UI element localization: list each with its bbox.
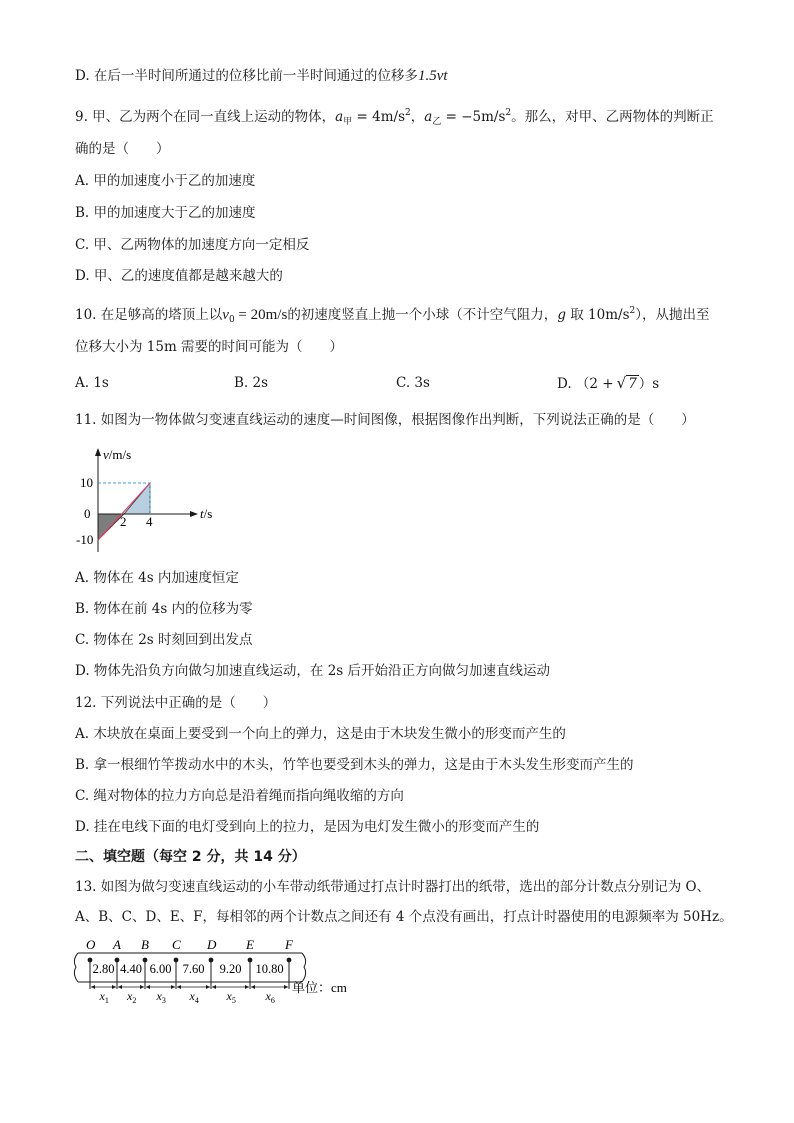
- q9-option-d: D. 甲、乙的速度值都是越来越大的: [75, 268, 283, 284]
- q12-option-d: D. 挂在电线下面的电灯受到向上的拉力，是因为电灯发生微小的形变而产生的: [75, 819, 540, 835]
- q9-exp-1: 2: [405, 108, 411, 118]
- q10-v0-symbol: v: [222, 307, 229, 323]
- tape-point-label-F: F: [285, 937, 293, 952]
- q11-stem: 11. 如图为一物体做匀变速直线运动的速度—时间图像，根据图像作出判断，下列说法正确的是（ ）: [75, 412, 695, 428]
- graph-y-label: v/m/s: [103, 447, 132, 462]
- tape-distance-6: 10.80: [255, 962, 284, 976]
- q10-v0-value: = 20m/s: [234, 307, 288, 323]
- q9-stem-line-2: 确的是（ ）: [75, 141, 170, 157]
- graph-x-arrow: [190, 511, 198, 517]
- q13-stem-line-1: 13. 如图为做匀变速直线运动的小车带动纸带通过打点计时器打出的纸带，选出的部分计数点分别记为 O、: [75, 879, 711, 895]
- tape-point-label-C: C: [172, 937, 181, 952]
- graph-x-tick-4: 4: [146, 514, 153, 529]
- q8-option-d-value: 1.5vt: [417, 68, 448, 84]
- tape-point-label-B: B: [141, 937, 149, 952]
- q12-option-a: A. 木块放在桌面上要受到一个向上的弹力，这是由于木块发生微小的形变而产生的: [75, 726, 566, 742]
- tape-distance-4: 7.60: [182, 962, 205, 976]
- tape-point-label-E: E: [246, 937, 254, 952]
- q9-stem-line-1: 9. 甲、乙为两个在同一直线上运动的物体，$a_甲 = 4m/s^2$，$a_乙 = -5m/s^2$。那么，对甲、乙两物体的判断正: [75, 108, 714, 127]
- q9-a-jia-symbol: a: [335, 109, 344, 125]
- q9-option-b: B. 甲的加速度大于乙的加速度: [75, 205, 256, 221]
- tape-right-brace: [302, 953, 306, 982]
- q11-option-c: C. 物体在 2s 时刻回到出发点: [75, 632, 253, 648]
- graph-y-tick-0: 0: [84, 506, 91, 521]
- tape-arrowhead-right-6: [284, 985, 288, 989]
- tape-arrowhead-left-6: [251, 985, 255, 989]
- q9-a-jia-sub: 甲: [343, 117, 353, 127]
- q9-option-a: A. 甲的加速度小于乙的加速度: [75, 173, 256, 189]
- q10-option-a: A. 1s: [75, 375, 109, 391]
- tape-interval-label-x6: $x_6$: [265, 989, 275, 1005]
- q10-g-symbol: g: [557, 307, 566, 323]
- tape-arrowhead-left-3: [146, 985, 150, 989]
- tape-arrowhead-left-2: [118, 985, 122, 989]
- tape-interval-label-x3: $x_3$: [156, 989, 166, 1005]
- tape-distance-5: 9.20: [219, 962, 242, 976]
- tape-interval-label-x2: $x_2$: [127, 989, 137, 1005]
- q10-v0-sub: 0: [228, 315, 235, 325]
- section-2-heading: 二、填空题（每空 2 分，共 14 分）: [75, 849, 306, 865]
- tape-arrowhead-left-4: [177, 985, 181, 989]
- tape-interval-label-x4: $x_4$: [189, 989, 199, 1005]
- tape-point-label-O: O: [86, 937, 96, 952]
- q13-stem-line-2: A、B、C、D、E、F，每相邻的两个计数点之间还有 4 个点没有画出，打点计时器使用的电源频率为 50Hz。: [75, 909, 733, 925]
- sqrt-symbol: √ 7: [616, 374, 637, 392]
- q11-option-b: B. 物体在前 4s 内的位移为零: [75, 601, 253, 617]
- q10-stem-start: 10. 在足够高的塔顶上以: [75, 307, 223, 323]
- tape-distance-3: 6.00: [149, 962, 172, 976]
- graph-x-label: t/s: [200, 506, 213, 521]
- q11-option-d: D. 物体先沿负方向做匀加速直线运动，在 2s 后开始沿正方向做匀加速直线运动: [75, 663, 551, 679]
- tape-arrowhead-right-3: [171, 985, 175, 989]
- q9-option-c: C. 甲、乙两物体的加速度方向一定相反: [75, 237, 310, 253]
- q12-stem: 12. 下列说法中正确的是（ ）: [75, 695, 277, 711]
- q10-option-c: C. 3s: [396, 375, 430, 391]
- tape-interval-label-x5: $x_5$: [226, 989, 236, 1005]
- q11-option-a: A. 物体在 4s 内加速度恒定: [75, 570, 239, 586]
- tape-arrowhead-left-5: [212, 985, 216, 989]
- q10-option-d-suffix: ）s: [638, 376, 660, 392]
- q12-option-b: B. 拿一根细竹竿拨动水中的木头，竹竿也要受到木头的弹力，这是由于木头发生形变而产生的: [75, 757, 634, 773]
- graph-y-tick-10: 10: [80, 475, 93, 490]
- q8-option-d-text: D. 在后一半时间所通过的位移比前一半时间通过的位移多: [75, 68, 418, 84]
- tape-arrowhead-right-4: [206, 985, 210, 989]
- q10-exp: 2: [629, 306, 636, 316]
- tape-arrowhead-right-1: [112, 985, 116, 989]
- graph-y-arrow: [95, 448, 101, 456]
- tape-point-label-D: D: [207, 937, 217, 952]
- q10-g-value: 取 10m/s: [565, 307, 630, 323]
- tape-arrowhead-left-1: [91, 985, 95, 989]
- tape-interval-label-x1: $x_1$: [99, 989, 109, 1005]
- q9-stem-start: 9. 甲、乙为两个在同一直线上运动的物体，: [75, 109, 336, 125]
- q11-vt-graph: [70, 440, 240, 560]
- q10-option-d-prefix: D. （2 +: [557, 376, 614, 392]
- q10-option-d: [557, 374, 659, 393]
- q8-option-d: [75, 67, 448, 85]
- tape-arrowhead-right-2: [140, 985, 144, 989]
- tape-distance-2: 4.40: [120, 962, 142, 976]
- graph-y-tick-neg10: -10: [76, 532, 94, 547]
- q9-a-yi-value: = −5m/s: [441, 109, 506, 125]
- q9-a-jia-value: = 4m/s: [352, 109, 406, 125]
- tape-left-brace: [74, 953, 78, 982]
- graph-x-tick-2: 2: [120, 514, 127, 529]
- q9-exp-2: 2: [505, 108, 512, 118]
- q13-paper-tape-diagram: [70, 936, 370, 1008]
- q10-stem-line-1: [75, 302, 710, 329]
- q9-a-yi-sub: 乙: [432, 117, 442, 127]
- q10-option-d-root: 7: [628, 376, 637, 392]
- tape-arrowhead-right-5: [245, 985, 249, 989]
- q9-stem-end: 。那么，对甲、乙两物体的判断正: [511, 109, 714, 125]
- q9-a-yi-symbol: a: [424, 109, 433, 125]
- q10-stem-end: ），从抛出至: [635, 307, 710, 323]
- tape-distance-1: 2.80: [92, 962, 115, 976]
- q10-option-b: B. 2s: [234, 375, 269, 391]
- q12-option-c: C. 绳对物体的拉力方向总是沿着绳而指向绳收缩的方向: [75, 788, 404, 804]
- q10-stem-mid: 的初速度竖直上抛一个小球（不计空气阻力，: [287, 307, 558, 323]
- tape-unit-label: 单位：cm: [292, 980, 347, 995]
- q10-stem-line-2: 位移大小为 15m 需要的时间可能为（ ）: [75, 339, 344, 355]
- tape-point-label-A: A: [113, 937, 121, 952]
